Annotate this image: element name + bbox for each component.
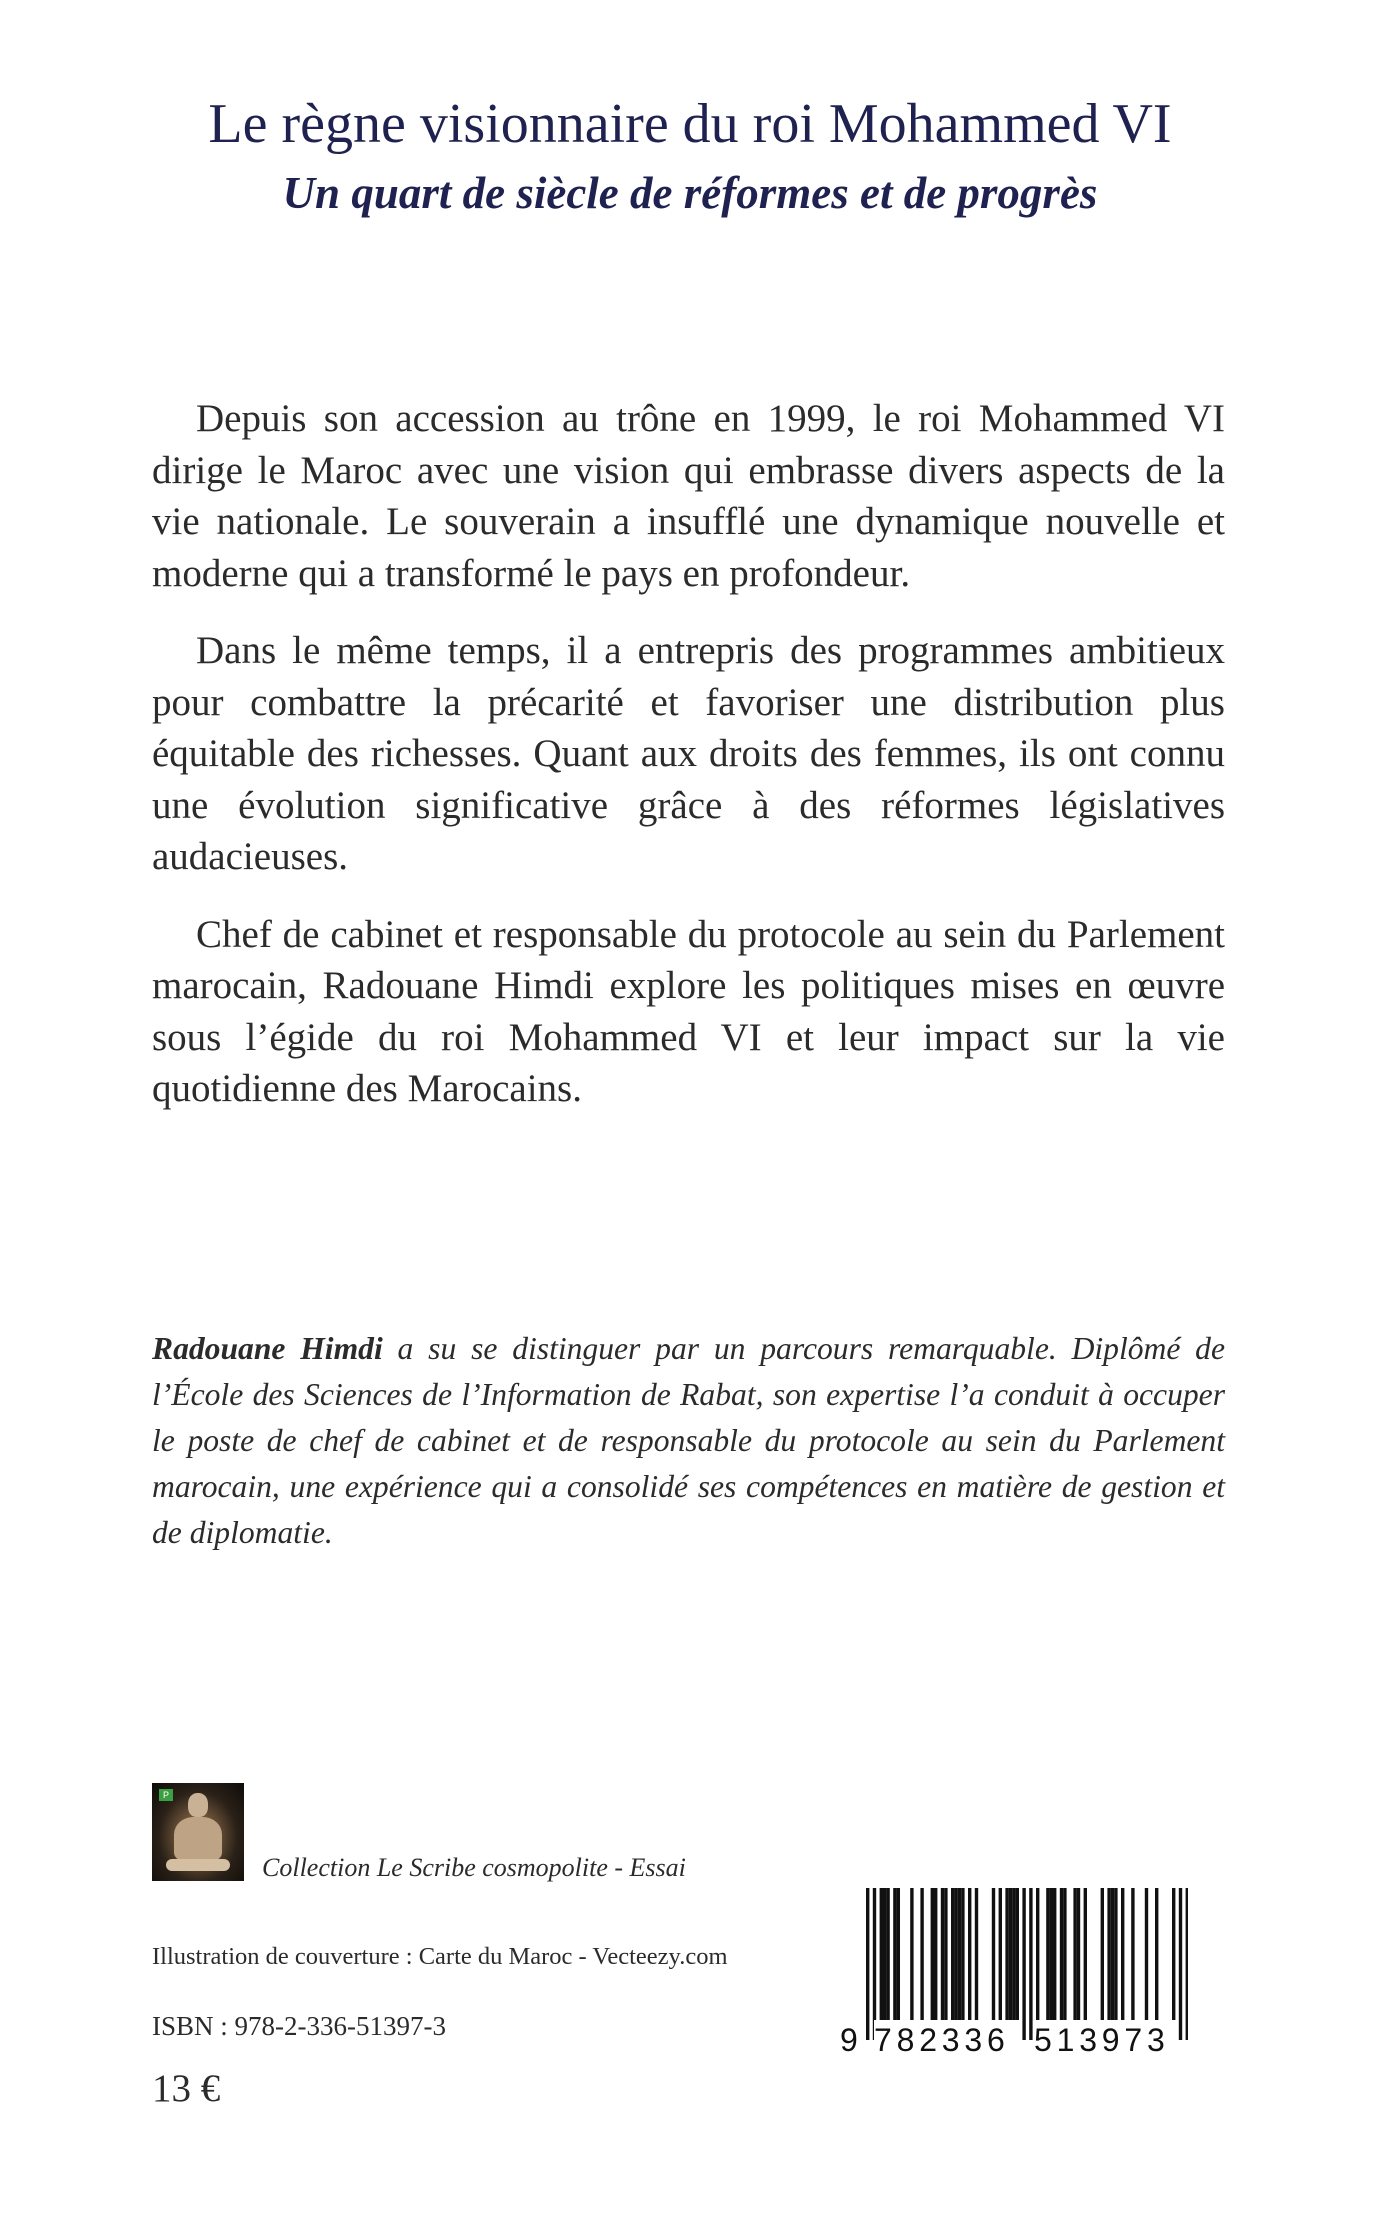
scribe-statue-base	[166, 1859, 230, 1871]
summary-paragraph: Dans le même temps, il a entrepris des programmes ambitieux pour combattre la précarité et favoriser une distribution plus équitable des richesses. Quant aux droits des femmes, ils ont connu une évolution significative grâce à des réformes législatives audacieuses.	[152, 629, 1225, 878]
barcode-bar	[886, 1888, 889, 2020]
barcode-bar	[1053, 1888, 1056, 2020]
barcode-bar	[1060, 1888, 1063, 2020]
barcode-bar	[1107, 1888, 1110, 2020]
barcode-bar	[931, 1888, 934, 2020]
barcode-bar	[1155, 1888, 1158, 2020]
barcode-bar	[1179, 1888, 1182, 2040]
summary-paragraph: Depuis son accession au trône en 1999, le roi Mohammed VI dirige le Maroc avec une vision qui embrasse divers aspects de la vie nationale. Le souverain a insufflé une dynamique nouvelle et moderne qui a transformé le pays en profondeur.	[152, 397, 1225, 595]
barcode-bar	[941, 1888, 944, 2020]
author-bio-text: a su se distinguer par un parcours remarquable. Diplômé de l’École des Sciences de l’Information de Rabat, son expertise l’a conduit à occuper le poste de chef de cabinet et de responsable du protocole au sein du Parlement marocain, une expérience qui a consolidé ses compétences en matière de gestion et de diplomatie.	[152, 1331, 1226, 1550]
barcode-bar	[944, 1888, 947, 2020]
barcode-bar	[934, 1888, 937, 2020]
barcode-bar	[1012, 1888, 1015, 2020]
barcode-bar	[883, 1888, 886, 2020]
barcode-bar	[1101, 1888, 1104, 2020]
barcode-bar	[1029, 1888, 1032, 2040]
barcode-bar	[910, 1888, 913, 2020]
collection-name: Collection Le Scribe cosmopolite - Essai	[262, 1853, 686, 1882]
author-bio	[152, 1326, 1225, 1556]
barcode-bar	[1046, 1888, 1049, 2020]
scribe-statue-head	[188, 1793, 208, 1817]
barcode-bar	[1121, 1888, 1124, 2020]
isbn: ISBN : 978-2-336-51397-3	[152, 2011, 446, 2041]
barcode-bar	[999, 1888, 1002, 2020]
barcode-digits-left: 782336	[874, 2022, 1010, 2058]
barcode-bar	[1073, 1888, 1076, 2020]
barcode-bar	[1111, 1888, 1114, 2020]
barcode-bar	[1016, 1888, 1019, 2020]
barcode-bar	[1084, 1888, 1087, 2020]
barcode-digits-right: 513973	[1034, 2022, 1170, 2058]
barcode-bar	[1063, 1888, 1066, 2020]
barcode-bar	[897, 1888, 900, 2020]
barcode-bar	[1005, 1888, 1008, 2020]
barcode-bar	[873, 1888, 876, 2040]
summary-text	[152, 393, 1225, 1141]
barcode-bar	[1036, 1888, 1039, 2020]
barcode-bar	[954, 1888, 957, 2020]
barcode-bar	[920, 1888, 923, 2020]
barcode-bar	[1145, 1888, 1148, 2020]
book-title: Le règne visionnaire du roi Mohammed VI	[208, 93, 1172, 155]
barcode-bar	[1050, 1888, 1053, 2020]
author-name: Radouane Himdi	[152, 1331, 383, 1366]
barcode-bar	[1009, 1888, 1012, 2020]
barcode-bar	[1077, 1888, 1080, 2020]
price: 13 €	[152, 2067, 221, 2110]
barcode-bar	[1131, 1888, 1134, 2020]
book-subtitle: Un quart de siècle de réformes et de progrès	[282, 168, 1098, 218]
barcode-bar	[968, 1888, 971, 2020]
scribe-statue-body	[174, 1817, 222, 1861]
barcode-bar	[880, 1888, 883, 2020]
barcode-bar	[958, 1888, 961, 2020]
barcode-bar	[992, 1888, 995, 2020]
publisher-logo	[152, 1783, 244, 1881]
barcode-bar	[1114, 1888, 1117, 2020]
barcode-bar	[1022, 1888, 1025, 2040]
barcode-bar	[961, 1888, 964, 2020]
barcode-bar	[1172, 1888, 1175, 2020]
barcode-bar	[1186, 1888, 1188, 2040]
cover-illustration-credit: Illustration de couverture : Carte du Maroc - Vecteezy.com	[152, 1943, 728, 1970]
barcode-lead-digit: 9	[840, 2022, 863, 2058]
summary-paragraph: Chef de cabinet et responsable du protocole au sein du Parlement marocain, Radouane Himdi explore les politiques mises en œuvre sous l’égide du roi Mohammed VI et leur impact sur la vie quotidienne des Marocains.	[152, 912, 1225, 1110]
logo-badge: P	[159, 1789, 173, 1801]
barcode-bar	[866, 1888, 869, 2040]
barcode-bar	[975, 1888, 978, 2020]
barcode-bar	[951, 1888, 954, 2020]
barcode-bar	[893, 1888, 896, 2020]
